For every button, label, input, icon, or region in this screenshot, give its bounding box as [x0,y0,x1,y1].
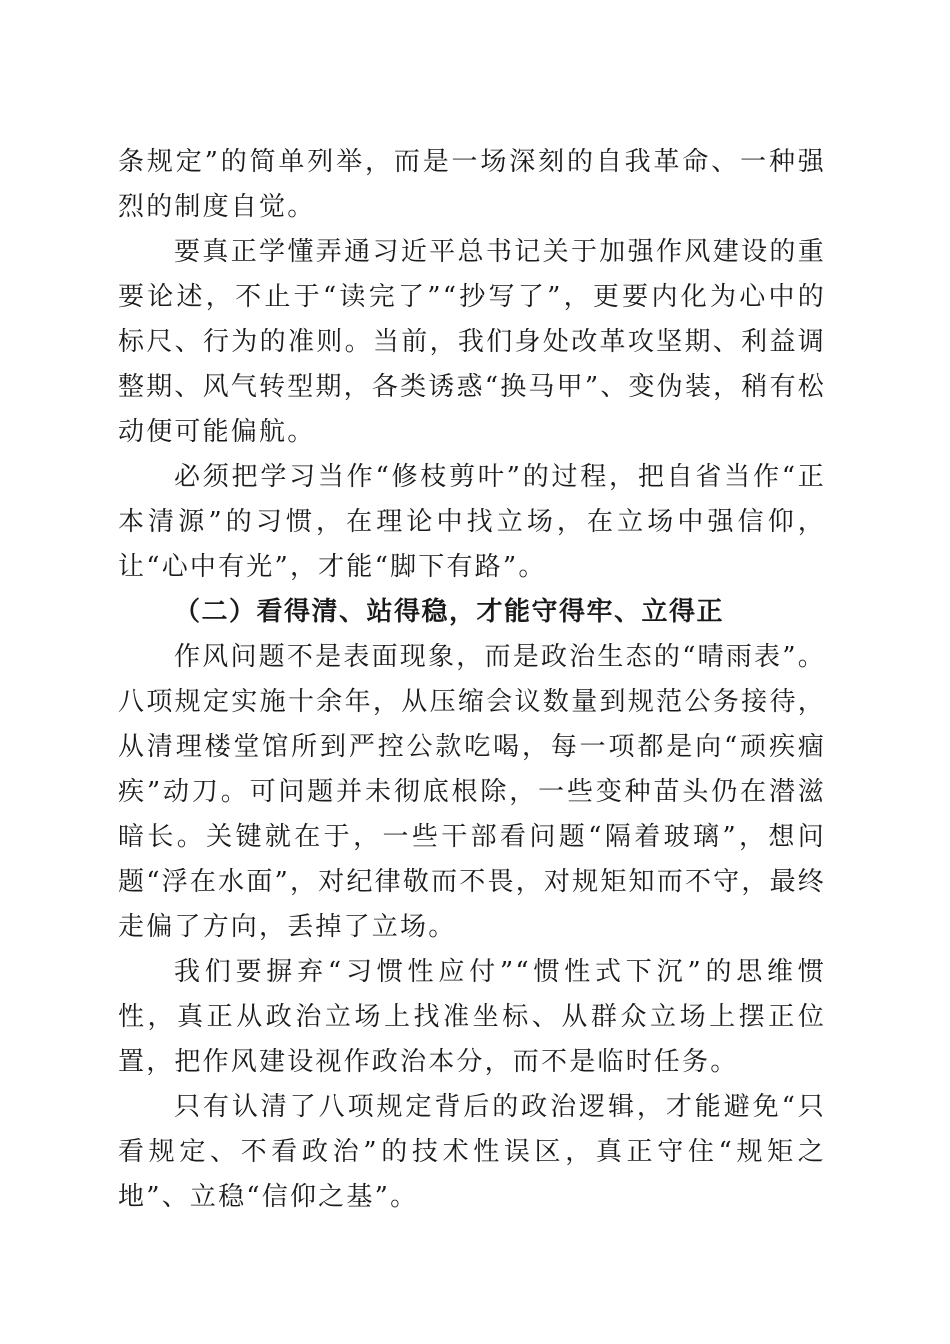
paragraph-4: 作风问题不是表面现象，而是政治生态的“晴雨表”。八项规定实施十余年，从压缩会议数量到规范公务接待，从清理楼堂馆所到严控公款吃喝，每一项都是向“顽疾痼疾”动刀。可问题并未彻底根除，一些变种苗头仍在潜滋暗长。关键就在于，一些干部看问题“隔着玻璃”，想问题“浮在水面”，对纪律敬而不畏，对规矩知而不守，最终走偏了方向，丢掉了立场。 [118,642,826,942]
paragraph-3: 必须把学习当作“修枝剪叶”的过程，把自省当作“正本清源”的习惯，在理论中找立场，在立场中强信仰，让“心中有光”，才能“脚下有路”。 [118,462,826,582]
section-heading-2: （二）看得清、站得稳，才能守得牢、立得正 [174,597,725,627]
paragraph-2: 要真正学懂弄通习近平总书记关于加强作风建设的重要论述，不止于“读完了”“抄写了”，更要内化为心中的标尺、行为的准则。当前，我们身处改革攻坚期、利益调整期、风气转型期，各类诱惑“换马甲”、变伪装，稍有松动便可能偏航。 [118,237,826,447]
paragraph-6: 只有认清了八项规定背后的政治逻辑，才能避免“只看规定、不看政治”的技术性误区，真正守住“规矩之地”、立稳“信仰之基”。 [118,1092,826,1212]
paragraph-5: 我们要摒弃“习惯性应付”“惯性式下沉”的思维惯性，真正从政治立场上找准坐标、从群众立场上摆正位置，把作风建设视作政治本分，而不是临时任务。 [118,957,826,1077]
document-body [118,140,826,1220]
paragraph-1: 条规定”的简单列举，而是一场深刻的自我革命、一种强烈的制度自觉。 [118,147,826,222]
